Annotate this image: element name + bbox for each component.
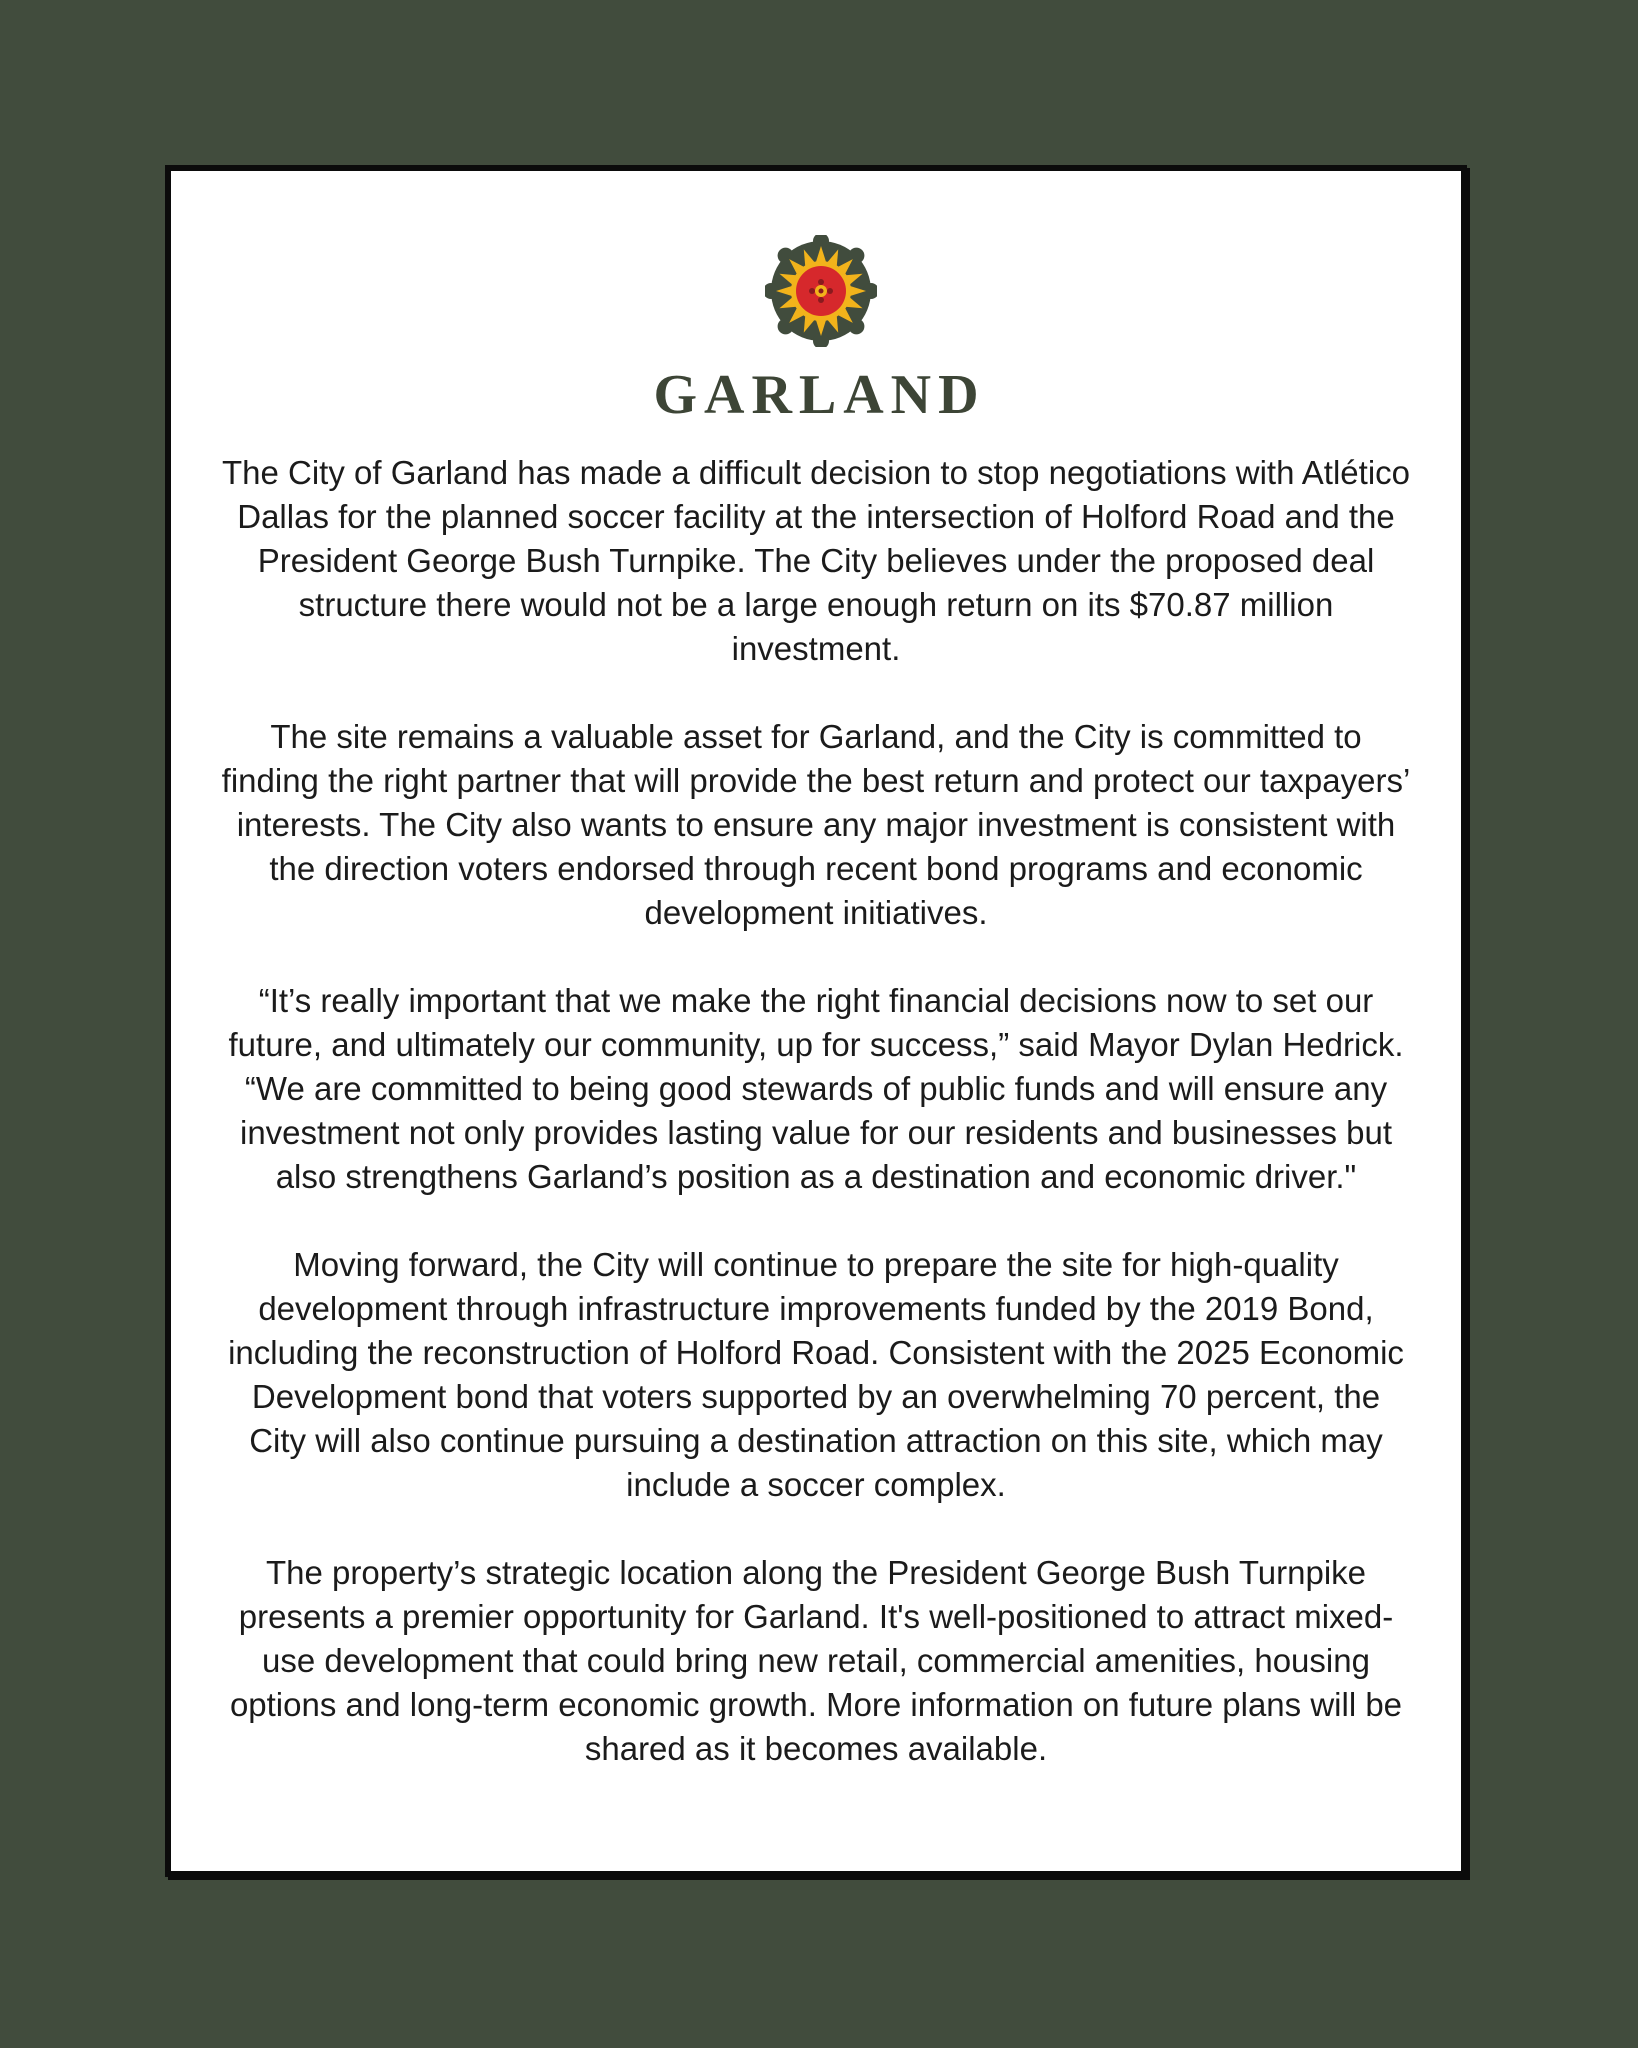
statement-body [211, 451, 1421, 1771]
paragraph-mayor-quote: “It’s really important that we make the right financial decisions now to set our future, and ultimately our community, up for success,” said Mayor Dylan Hedrick. “We are committed to being good stewards of public funds and will ensure any investment not only provides lasting value for our residents and businesses but also strengthens Garland’s position as a destination and economic driver." [228, 982, 1404, 1195]
paragraph-site-value: The site remains a valuable asset for Garland, and the City is committed to finding the right partner that will provide the best return and protect our taxpayers’ interests. The City also wants to ensure any major investment is consistent with the direction voters endorsed through recent bond programs and economic development initiatives. [221, 718, 1411, 931]
notice-card [165, 165, 1467, 1877]
paragraph-decision: The City of Garland has made a difficult decision to stop negotiations with Atlético Dallas for the planned soccer facility at the intersection of Holford Road and the President George Bush Turnpike. The City believes under the proposed deal structure there would not be a large enough return on its $70.87 million investment. [221, 454, 1411, 667]
brand-wordmark: GARLAND [653, 364, 986, 426]
paragraph-strategic-location: The property’s strategic location along the President George Bush Turnpike presents a premier opportunity for Garland. It's well-positioned to attract mixed-use development that could bring new retail, commercial amenities, housing options and long-term economic growth. More information on future plans will be shared as it becomes available. [229, 1554, 1403, 1767]
garland-flower-emblem-icon [765, 235, 877, 347]
paragraph-moving-forward: Moving forward, the City will continue to prepare the site for high-quality development through infrastructure improvements funded by the 2019 Bond, including the reconstruction of Holford Road. Consistent with the 2025 Economic Development bond that voters supported by an overwhelming 70 percent, the City will also continue pursuing a destination attraction on this site, which may include a soccer complex. [228, 1246, 1404, 1503]
